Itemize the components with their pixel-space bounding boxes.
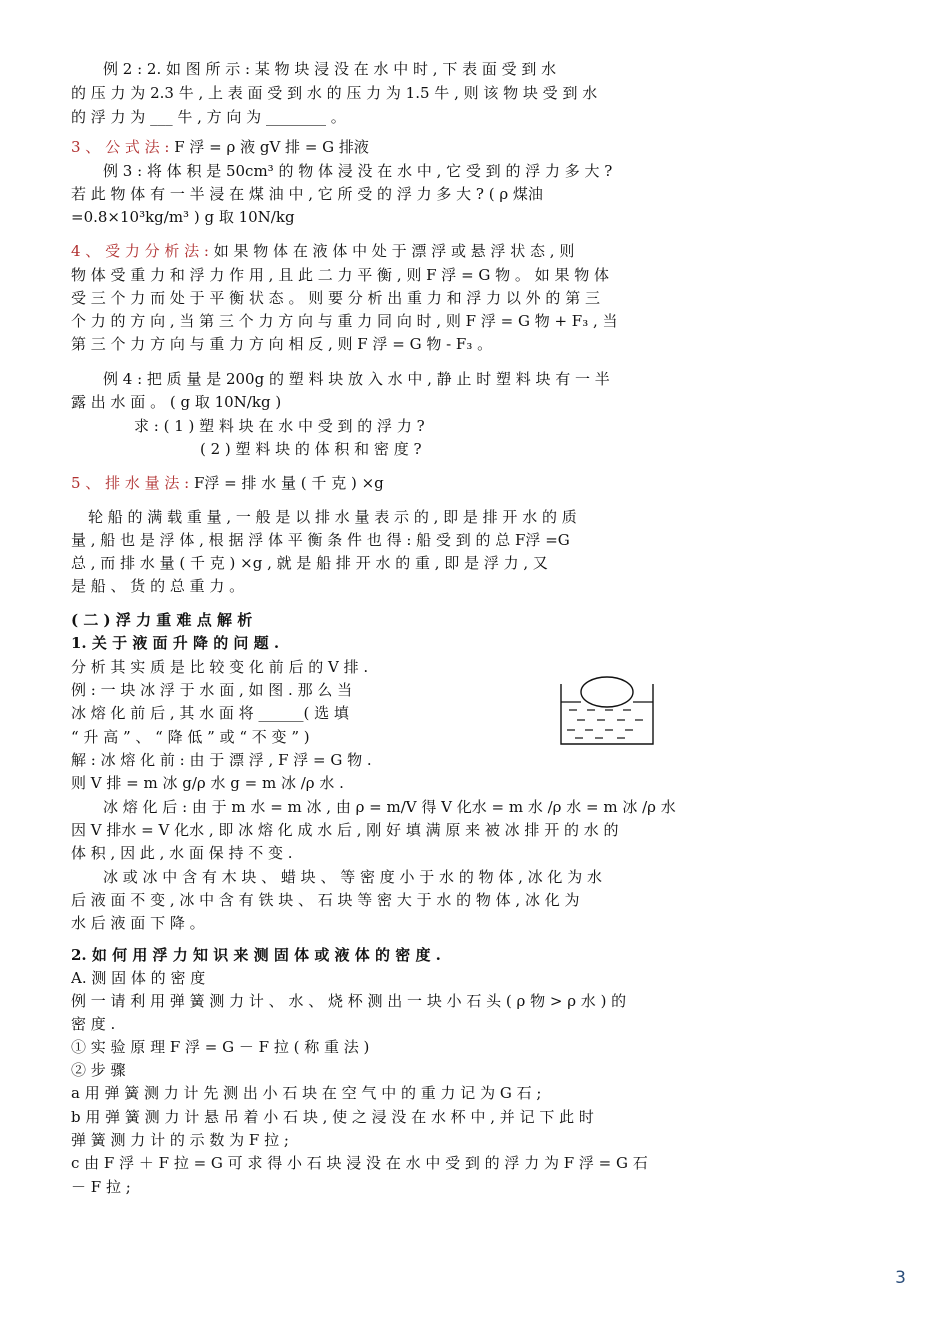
text-line: 受 三 个 力 而 处 于 平 衡 状 态 。 则 要 分 析 出 重 力 和 浮 力 以 外 的 第 三 (71, 289, 600, 307)
text-line: 冰 熔 化 后 : 由 于 m 水 = m 冰 , 由 ρ = m/V 得 V 化水 = m 水 /ρ 水 = m 冰 /ρ 水 (103, 798, 676, 816)
text-line: 则 V 排 = m 冰 g/ρ 水 g = m 冰 /ρ 水 . (71, 774, 344, 792)
text-line: ( 2 ) 塑 料 块 的 体 积 和 密 度 ? (200, 440, 422, 458)
text-line: c 由 F 浮 ＋ F 拉 = G 可 求 得 小 石 块 浸 没 在 水 中 受 到 的 浮 力 为 F 浮 = G 石 (71, 1154, 648, 1172)
text-line: 若 此 物 体 有 一 半 浸 在 煤 油 中 , 它 所 受 的 浮 力 多 大 ? ( ρ 煤油 (71, 185, 543, 203)
text-line: b 用 弹 簧 测 力 计 悬 吊 着 小 石 块 , 使 之 浸 没 在 水 杯 中 , 并 记 下 此 时 (71, 1108, 594, 1126)
section-heading: 4 、 受 力 分 析 法 : (71, 242, 209, 260)
text-line: 1. 关 于 液 面 升 降 的 问 题 . (71, 634, 280, 652)
text-line: =0.8×10³kg/m³ ) g 取 10N/kg (71, 208, 295, 226)
text-line (71, 240, 889, 262)
text-line: A. 测 固 体 的 密 度 (71, 969, 206, 987)
page-number: 3 (895, 1268, 906, 1288)
heading-formula: F浮 = 排 水 量 ( 千 克 ) ×g (189, 474, 384, 492)
text-line: 例 3 : 将 体 积 是 50cm³ 的 物 体 浸 没 在 水 中 , 它 受 到 的 浮 力 多 大 ? (103, 162, 613, 180)
text-line (71, 136, 889, 158)
section-heading: 3 、 公 式 法 : (71, 138, 170, 156)
text-line: 解 : 冰 熔 化 前 : 由 于 漂 浮 , F 浮 = G 物 . (71, 751, 372, 769)
text-line: ① 实 验 原 理 F 浮 = G － F 拉 ( 称 重 法 ) (71, 1038, 370, 1056)
text-line: 冰 或 冰 中 含 有 木 块 、 蜡 块 、 等 密 度 小 于 水 的 物 体 , 冰 化 为 水 (103, 868, 602, 886)
text-line: 量 , 船 也 是 浮 体 , 根 据 浮 体 平 衡 条 件 也 得 : 船 受 到 的 总 F浮 =G (71, 531, 570, 549)
text-line: 例 2 : 2. 如 图 所 示 : 某 物 块 浸 没 在 水 中 时 , 下 表 面 受 到 水 (103, 60, 557, 78)
text-line: 物 体 受 重 力 和 浮 力 作 用 , 且 此 二 力 平 衡 , 则 F 浮 = G 物 。 如 果 物 体 (71, 266, 610, 284)
text-line (71, 472, 889, 494)
text-line: 轮 船 的 满 载 重 量 , 一 般 是 以 排 水 量 表 示 的 , 即 是 排 开 水 的 质 (88, 508, 577, 526)
text-line: 冰 熔 化 前 后 , 其 水 面 将 ______( 选 填 (71, 704, 349, 722)
text-line: 露 出 水 面 。 ( g 取 10N/kg ) (71, 393, 282, 411)
heading-formula: 如 果 物 体 在 液 体 中 处 于 漂 浮 或 悬 浮 状 态 , 则 (208, 242, 575, 260)
text-line: “ 升 高 ” 、 “ 降 低 ” 或 “ 不 变 ” ) (71, 728, 310, 746)
text-line: 密 度 . (71, 1015, 116, 1033)
text-line: 总 , 而 排 水 量 ( 千 克 ) ×g , 就 是 船 排 开 水 的 重 , 即 是 浮 力 , 又 (71, 554, 548, 572)
text-line: 例 一 请 利 用 弹 簧 测 力 计 、 水 、 烧 杯 测 出 一 块 小 石 头 ( ρ 物 > ρ 水 ) 的 (71, 992, 627, 1010)
heading-formula: F 浮 = ρ 液 gV 排 = G 排液 (169, 138, 369, 156)
text-line: 是 船 、 货 的 总 重 力 。 (71, 577, 245, 595)
text-line: 分 析 其 实 质 是 比 较 变 化 前 后 的 V 排 . (71, 658, 369, 676)
text-line: 例 : 一 块 冰 浮 于 水 面 , 如 图 . 那 么 当 (71, 681, 353, 699)
text-line: 弹 簧 测 力 计 的 示 数 为 F 拉 ; (71, 1131, 289, 1149)
text-line: ( 二 ) 浮 力 重 难 点 解 析 (71, 611, 253, 629)
text-line: 2. 如 何 用 浮 力 知 识 来 测 固 体 或 液 体 的 密 度 . (71, 946, 441, 964)
section-heading: 5 、 排 水 量 法 : (71, 474, 190, 492)
text-line: ② 步 骤 (71, 1061, 126, 1079)
text-line: 水 后 液 面 下 降 。 (71, 914, 205, 932)
text-line: a 用 弹 簧 测 力 计 先 测 出 小 石 块 在 空 气 中 的 重 力 记 为 G 石 ; (71, 1084, 542, 1102)
text-line: 后 液 面 不 变 , 冰 中 含 有 铁 块 、 石 块 等 密 大 于 水 的 物 体 , 冰 化 为 (71, 891, 580, 909)
text-line: 的 压 力 为 2.3 牛 , 上 表 面 受 到 水 的 压 力 为 1.5 牛 , 则 该 物 块 受 到 水 (71, 84, 598, 102)
text-line: 因 V 排水 = V 化水 , 即 冰 熔 化 成 水 后 , 刚 好 填 满 原 来 被 冰 排 开 的 水 的 (71, 821, 619, 839)
text-line: 第 三 个 力 方 向 与 重 力 方 向 相 反 , 则 F 浮 = G 物 - F₃ 。 (71, 335, 493, 353)
text-line: 体 积 , 因 此 , 水 面 保 持 不 变 . (71, 844, 293, 862)
text-line: 求 : ( 1 ) 塑 料 块 在 水 中 受 到 的 浮 力 ? (134, 417, 425, 435)
text-line: － F 拉 ; (71, 1178, 131, 1196)
text-line: 的 浮 力 为 ___ 牛 , 方 向 为 ________ 。 (71, 108, 346, 126)
text-line: 例 4 : 把 质 量 是 200g 的 塑 料 块 放 入 水 中 , 静 止 时 塑 料 块 有 一 半 (103, 370, 610, 388)
ice-in-water-figure (559, 676, 655, 746)
text-line: 个 力 的 方 向 , 当 第 三 个 力 方 向 与 重 力 同 向 时 , 则 F 浮 = G 物 + F₃ , 当 (71, 312, 618, 330)
